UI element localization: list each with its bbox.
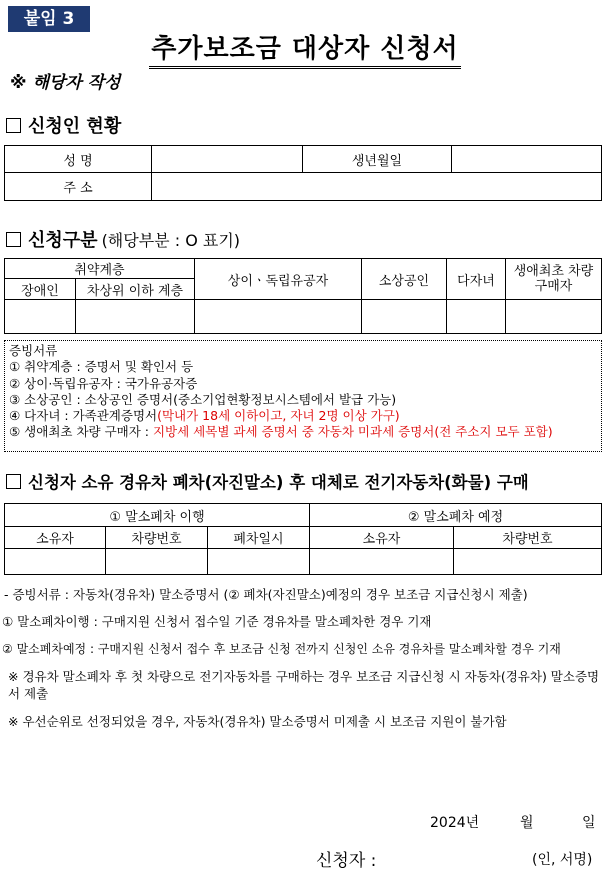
section-scrap-heading: 신청자 소유 경유차 폐차(자진말소) 후 대체로 전기자동차(화물) 구매: [6, 469, 529, 493]
scrap-planned-header: ② 말소폐차 예정: [310, 504, 602, 527]
date-month: 월: [520, 815, 534, 831]
evidence-item: ③ 소상공인 : 소상공인 증명서(중소기업현황정보시스템에서 발급 가능): [9, 391, 397, 407]
note-scrap-done: ① 말소폐차이행 : 구매지원 신청서 접수일 기준 경유차를 말소폐차한 경우 기재: [2, 614, 432, 629]
category-table: [4, 258, 602, 334]
checkbox-icon: [6, 474, 21, 489]
first-buyer-header: 생애최초 차량 구매자: [506, 259, 602, 300]
evidence-item: ④ 다자녀 : 가족관계증명서(막내가 18세 이하이고, 자녀 2명 이상 가구): [9, 408, 400, 424]
note-priority: ※ 우선순위로 선정되었을 경우, 자동차(경유차) 말소증명서 미제출 시 보조금 지원이 불가함: [8, 714, 507, 729]
planned-plate-header: 차량번호: [454, 527, 602, 549]
applicant-table: [4, 145, 602, 201]
page-title: 추가보조금 대상자 신청서: [0, 28, 610, 65]
note-evidence: - 증빙서류 : 자동차(경유차) 말소증명서 (② 폐차(자진말소)예정의 경우 보조금 지급신청시 제출): [4, 587, 528, 602]
address-field[interactable]: [152, 173, 602, 201]
evidence-box: [4, 340, 602, 452]
multi-child-header: 다자녀: [447, 259, 506, 300]
planned-plate-cell[interactable]: [454, 549, 602, 575]
seal-label: (인, 서명): [532, 852, 593, 868]
checkbox-icon: [6, 232, 21, 247]
evidence-item: ① 취약계층 : 증명서 및 확인서 등: [9, 359, 194, 375]
multi-child-cell[interactable]: [447, 300, 506, 334]
date-year: 2024년: [430, 815, 480, 831]
veteran-cell[interactable]: [195, 300, 362, 334]
scrap-done-header: ① 말소폐차 이행: [5, 504, 310, 527]
checkbox-icon: [6, 118, 21, 133]
name-field[interactable]: [152, 146, 303, 173]
planned-owner-header: 소유자: [310, 527, 454, 549]
done-date-cell[interactable]: [208, 549, 310, 575]
small-biz-cell[interactable]: [362, 300, 447, 334]
done-plate-header: 차량번호: [106, 527, 208, 549]
evidence-item: ② 상이·독립유공자 : 국가유공자증: [9, 375, 198, 391]
name-label: 성 명: [5, 146, 152, 173]
done-owner-header: 소유자: [5, 527, 106, 549]
lower-income-header: 차상위 이하 계층: [76, 279, 195, 300]
evidence-title: 증빙서류: [9, 343, 58, 358]
disabled-cell[interactable]: [5, 300, 76, 334]
section-applicant-heading: 신청인 현황: [6, 112, 121, 138]
birth-label: 생년월일: [303, 146, 452, 173]
fill-note: ※ 해당자 작성: [10, 73, 121, 93]
planned-owner-cell[interactable]: [310, 549, 454, 575]
scrap-table: [4, 503, 602, 575]
done-owner-cell[interactable]: [5, 549, 106, 575]
first-buyer-cell[interactable]: [506, 300, 602, 334]
lower-income-cell[interactable]: [76, 300, 195, 334]
birth-field[interactable]: [452, 146, 602, 173]
applicant-label: 신청자 :: [316, 851, 377, 871]
evidence-item: ⑤ 생애최초 차량 구매자 : 지방세 세목별 과세 증명서 중 자동차 미과세 증명서(전 주소지 모두 포함): [9, 424, 553, 440]
attachment-tag: 붙임 3: [8, 6, 90, 32]
note-first-vehicle: ※ 경유차 말소폐차 후 첫 차량으로 전기자동차를 구매하는 경우 보조금 지급신청 시 자동차(경유차) 말소증명서 제출: [8, 669, 600, 701]
veteran-header: 상이ㆍ독립유공자: [195, 259, 362, 300]
note-scrap-planned: ② 말소폐차예정 : 구매지원 신청서 접수 후 보조금 신청 전까지 신청인 소유 경유차를 말소폐차할 경우 기재: [2, 642, 561, 656]
done-date-header: 폐차일시: [208, 527, 310, 549]
address-label: 주 소: [5, 173, 152, 201]
small-biz-header: 소상공인: [362, 259, 447, 300]
date-day: 일: [582, 815, 596, 831]
section-category-heading: 신청구분 (해당부분 : O 표기): [6, 226, 240, 252]
done-plate-cell[interactable]: [106, 549, 208, 575]
vulnerable-header: 취약계층: [5, 259, 195, 279]
disabled-header: 장애인: [5, 279, 76, 300]
